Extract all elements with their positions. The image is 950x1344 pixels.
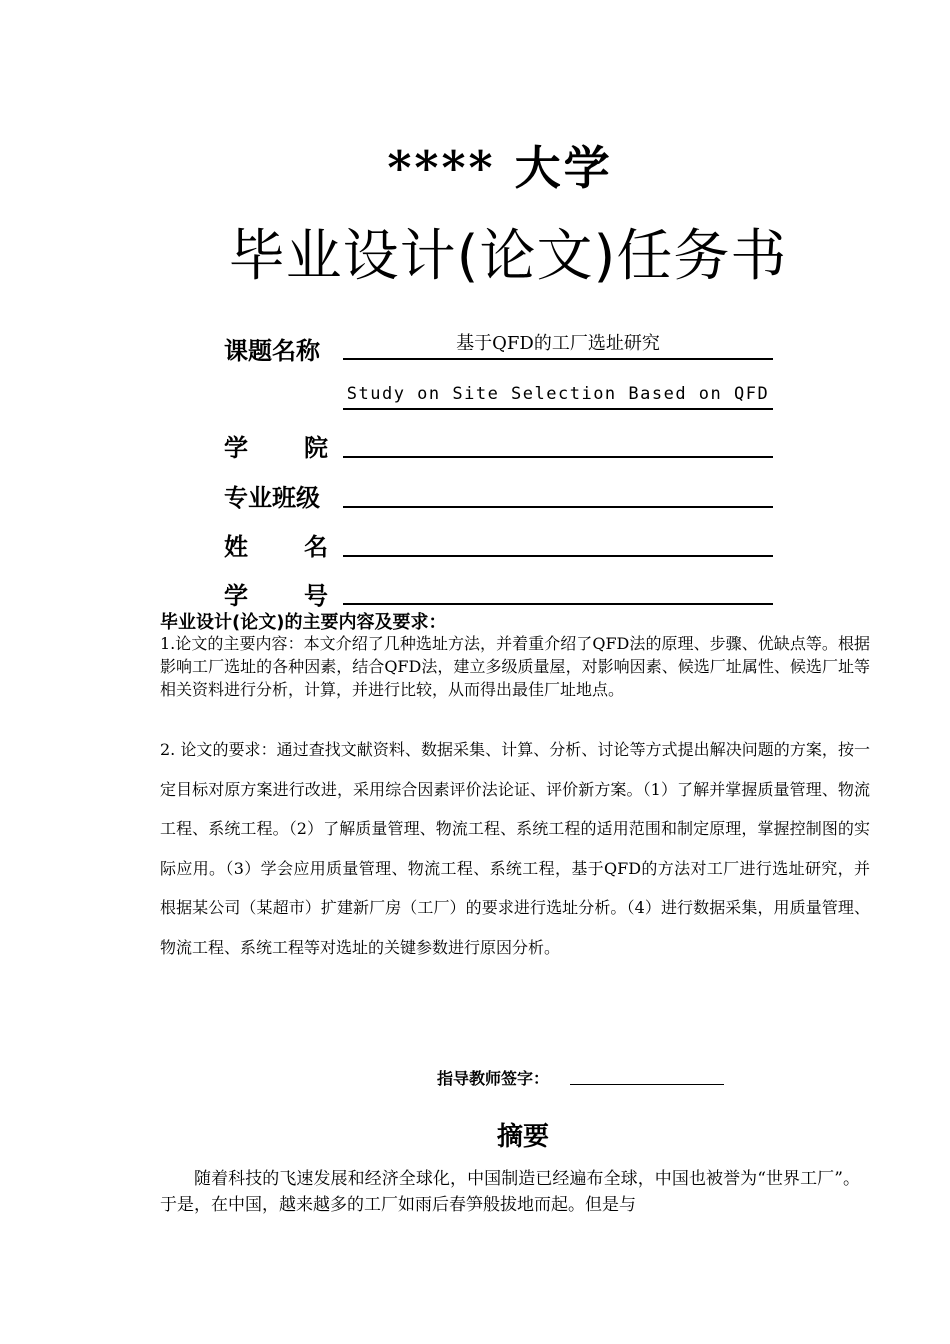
requirements-paragraph: 2. 论文的要求：通过查找文献资料、数据采集、计算、分析、讨论等方式提出解决问题的方案，按一定目标对原方案进行改进，采用综合因素评价法论证、评价新方案。（1）了解并掌握质量管理、物流工程、系统工程。（2）了解质量管理、物流工程、系统工程的适用范围和制定原理，掌握控制图的实际应用。（3）学会应用质量管理、物流工程、系统工程，基于QFD的方法对工厂进行选址研究，并根据某公司（某超市）扩建新厂房（工厂）的要求进行选址分析。（4）进行数据采集，用质量管理、物流工程、系统工程等对选址的关键参数进行原因分析。 <box>160 740 870 957</box>
requirements-heading: 毕业设计(论文)的主要内容及要求： <box>160 612 447 633</box>
name-label <box>224 527 328 562</box>
major-class-label: 专业班级 <box>224 484 320 512</box>
major-class-field <box>343 478 773 508</box>
advisor-signature-label: 指导教师签字： <box>437 1069 550 1088</box>
student-id-label <box>224 576 328 611</box>
topic-en-field: Study on Site Selection Based on QFD <box>343 380 773 410</box>
topic-cn-field: 基于QFD的工厂选址研究 <box>343 330 773 360</box>
student-id-label-char-2: 号 <box>304 582 328 610</box>
university-name: **** 大学 <box>387 141 613 195</box>
abstract-body: 随着科技的飞速发展和经济全球化，中国制造已经遍布全球，中国也被誉为“世界工厂”。于是，在中国，越来越多的工厂如雨后春笋般拔地而起。但是与 <box>160 1169 860 1215</box>
advisor-signature-line <box>570 1068 724 1085</box>
abstract-title: 摘要 <box>496 1122 549 1152</box>
college-field <box>343 428 773 458</box>
document-title: 毕业设计(论文)任务书 <box>228 224 788 289</box>
main-content-paragraph: 1.论文的主要内容：本文介绍了几种选址方法，并着重介绍了QFD法的原理、步骤、优缺点等。根据影响工厂选址的各种因素，结合QFD法，建立多级质量屋，对影响因素、候选厂址属性、候选厂址等相关资料进行分析，计算，并进行比较，从而得出最佳厂址地点。 <box>160 634 870 699</box>
student-id-label-char-1: 学 <box>224 582 248 610</box>
name-field <box>343 527 773 557</box>
college-label <box>224 428 328 463</box>
college-label-char-2: 院 <box>304 434 328 462</box>
name-label-char-2: 名 <box>304 533 328 561</box>
college-label-char-1: 学 <box>224 434 248 462</box>
name-label-char-1: 姓 <box>224 533 248 561</box>
student-id-field <box>343 575 773 605</box>
topic-label: 课题名称 <box>224 337 320 365</box>
